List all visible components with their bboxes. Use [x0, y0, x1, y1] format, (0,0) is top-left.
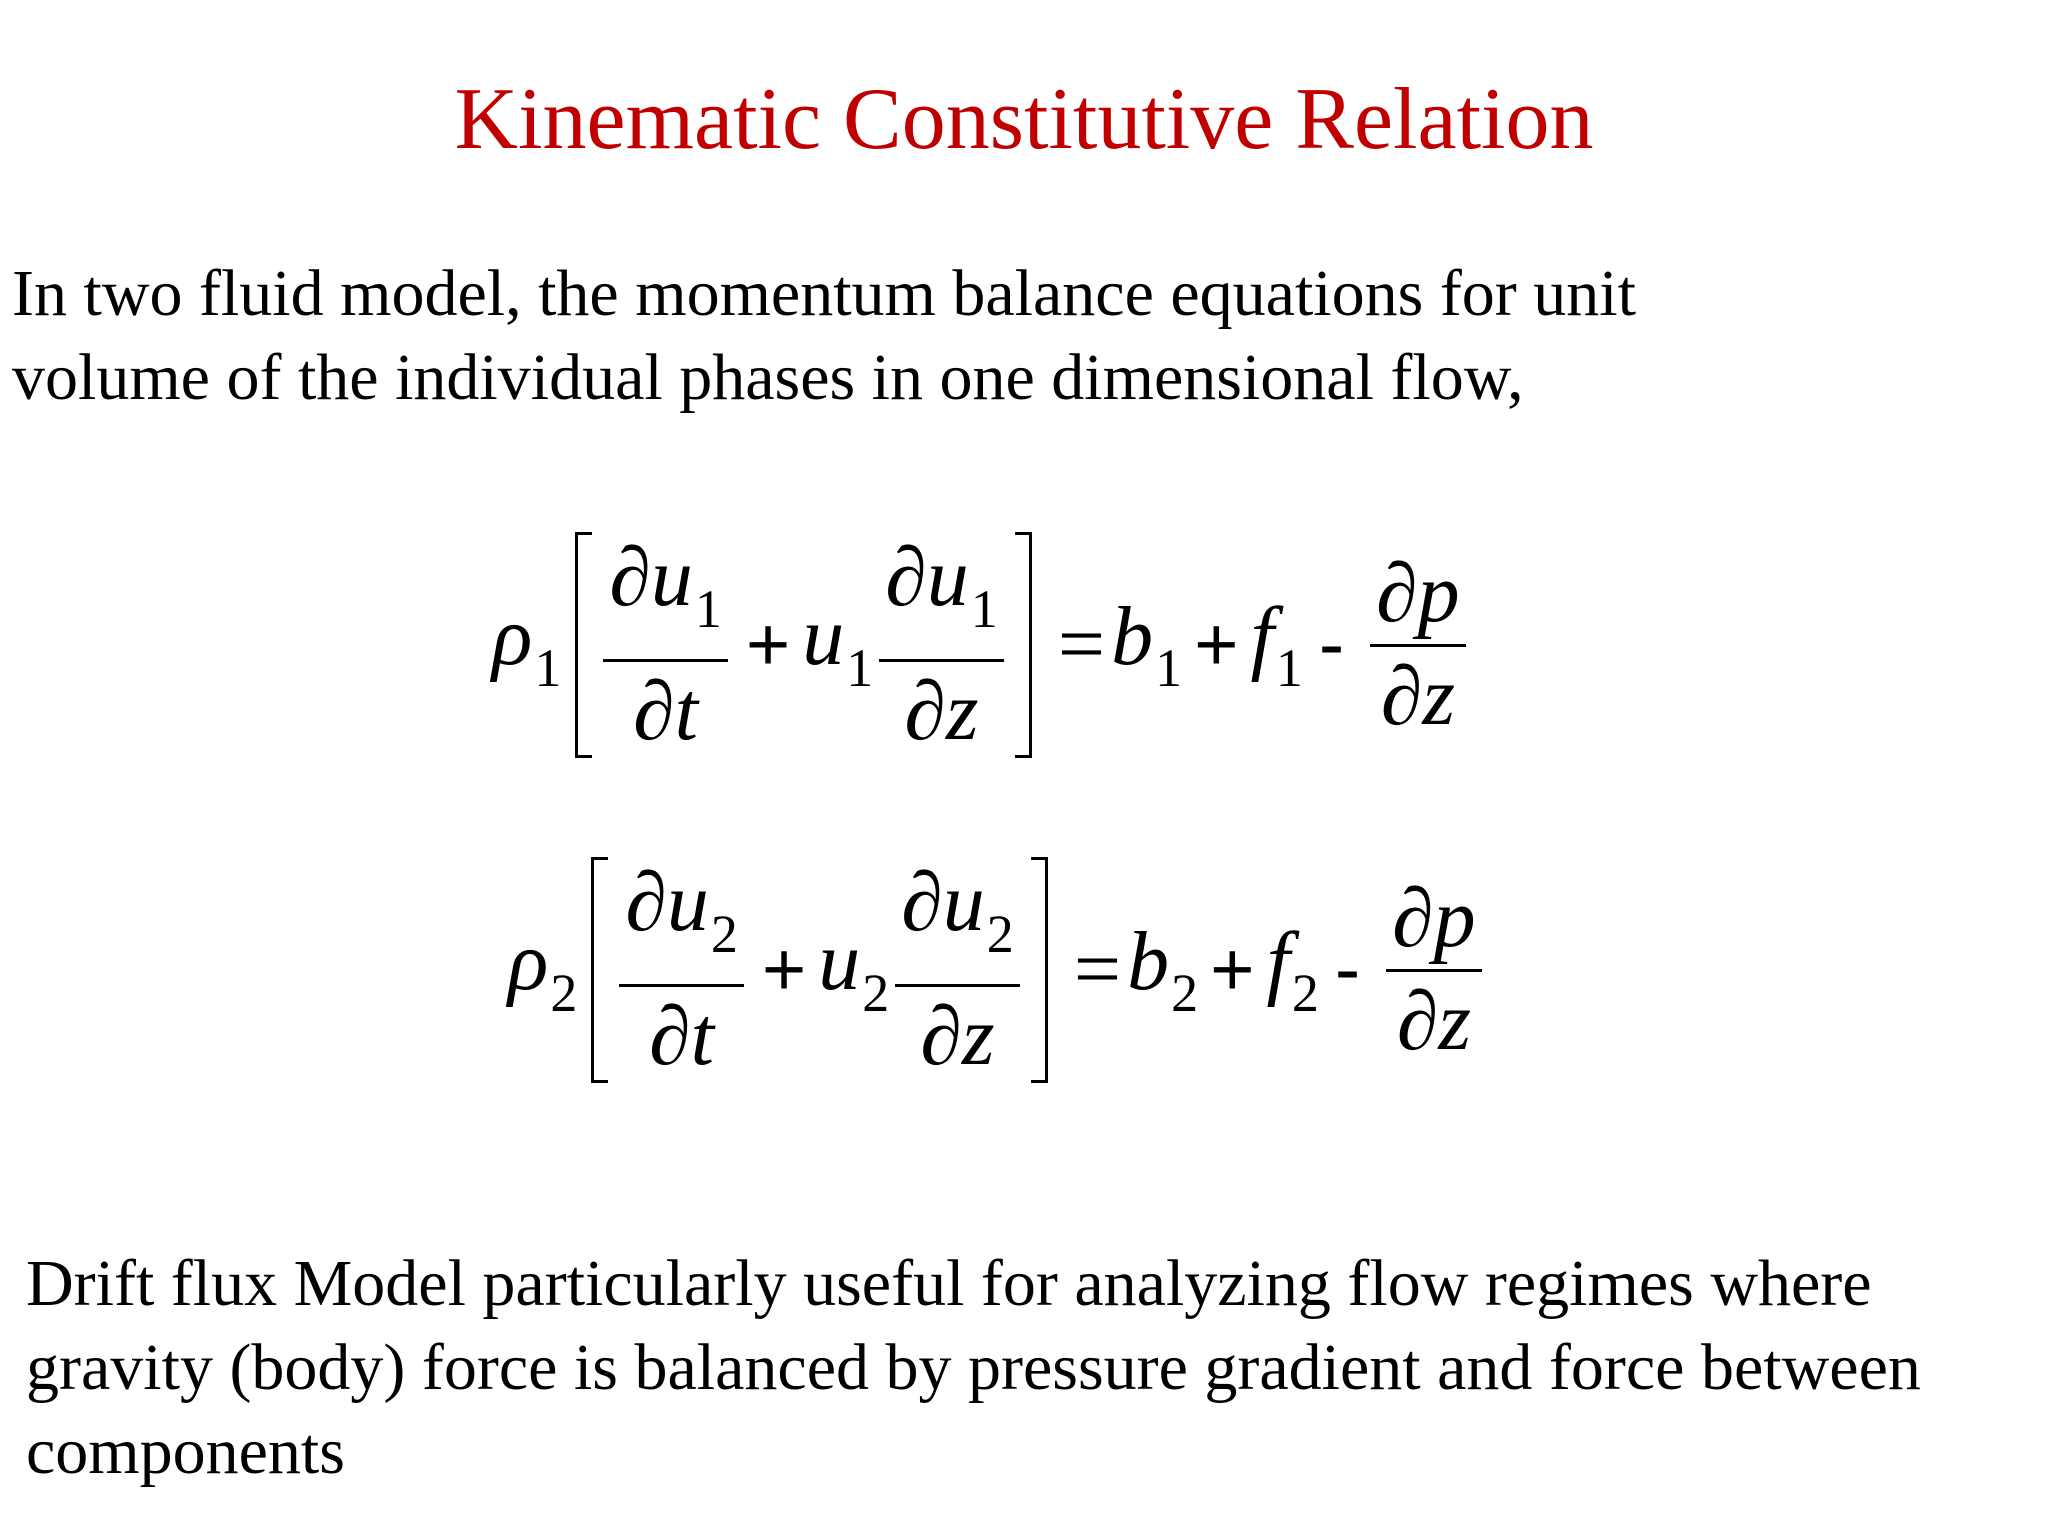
intro-line: In two fluid model, the momentum balance equations for unit — [12, 257, 1636, 330]
plus-operator: + — [745, 602, 791, 687]
intro-line: volume of the individual phases in one dimensional flow, — [12, 341, 1524, 414]
equals-operator: = — [1073, 923, 1122, 1016]
momentum-equation-phase-1 — [492, 530, 1472, 760]
velocity-symbol: $u_1$ — [802, 590, 874, 698]
velocity-symbol: $u_2$ — [818, 915, 890, 1023]
space-derivative-fraction: $\frac{\partial u_2}{\partial z}$ — [895, 855, 1020, 1085]
pressure-gradient-fraction: $\frac{\partial p}{\partial z}$ — [1370, 546, 1466, 745]
body-force-symbol: $b_1$ — [1111, 590, 1183, 698]
pressure-gradient-fraction: $\frac{\partial p}{\partial z}$ — [1386, 871, 1482, 1070]
drift-flux-paragraph — [26, 1242, 1921, 1494]
outro-line: Drift flux Model particularly useful for analyzing flow regimes where — [26, 1247, 1872, 1320]
slide-title: Kinematic Constitutive Relation — [454, 71, 1594, 168]
interface-force-symbol: $f_1$ — [1250, 590, 1303, 698]
outro-line: gravity (body) force is balanced by pressure gradient and force between — [26, 1331, 1921, 1404]
momentum-equation-phase-2 — [508, 855, 1488, 1085]
bracket-group — [591, 857, 1047, 1083]
minus-operator: - — [1334, 927, 1361, 1012]
time-derivative-fraction: $\frac{\partial u_2}{\partial t}$ — [619, 855, 744, 1085]
density-symbol: $\rho_2$ — [508, 915, 578, 1023]
minus-operator: - — [1318, 602, 1345, 687]
bracket-group — [575, 532, 1031, 758]
time-derivative-fraction: $\frac{\partial u_1}{\partial t}$ — [603, 530, 728, 760]
interface-force-symbol: $f_2$ — [1266, 915, 1319, 1023]
plus-operator: + — [761, 927, 807, 1012]
density-symbol: $\rho_1$ — [492, 590, 562, 698]
body-force-symbol: $b_2$ — [1127, 915, 1199, 1023]
space-derivative-fraction: $\frac{\partial u_1}{\partial z}$ — [879, 530, 1004, 760]
plus-operator: + — [1194, 602, 1239, 687]
equals-operator: = — [1057, 598, 1106, 691]
intro-paragraph — [12, 252, 1636, 420]
outro-line: components — [26, 1415, 345, 1488]
plus-operator: + — [1210, 927, 1255, 1012]
